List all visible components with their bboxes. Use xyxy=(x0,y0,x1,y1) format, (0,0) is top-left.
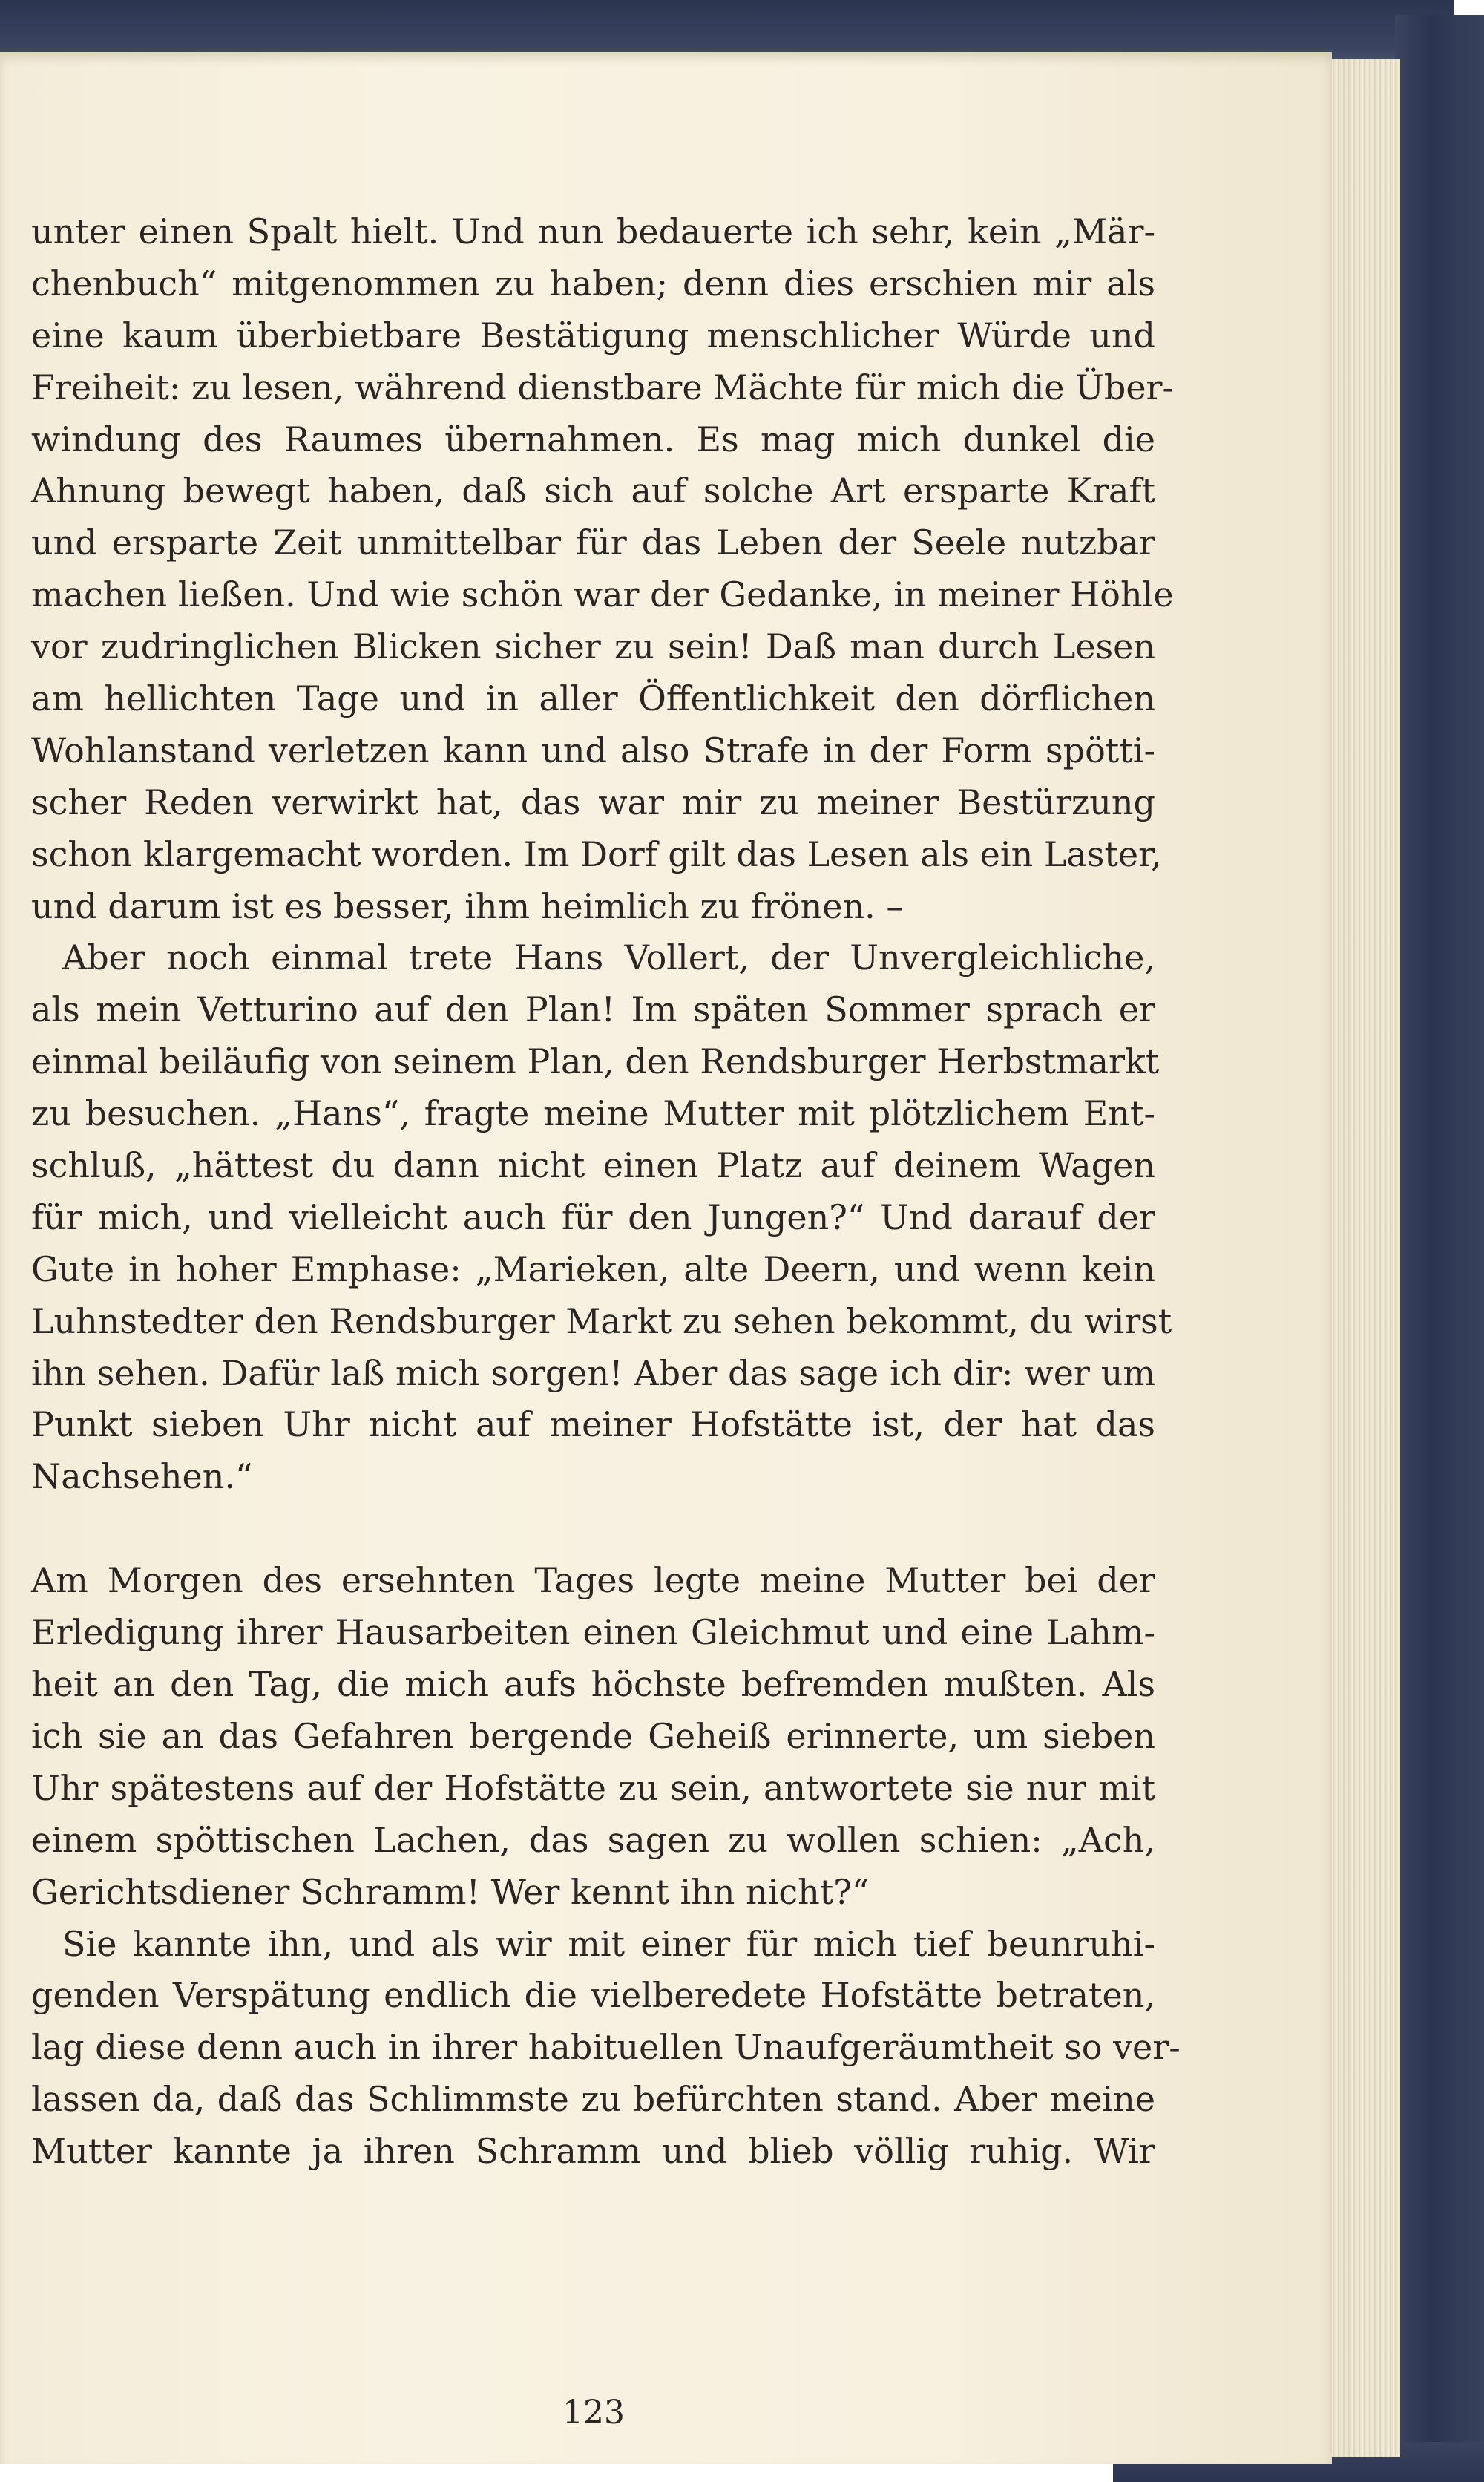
text-line: Gute in hoher Emphase: „Marieken, alte Deern, und wenn kein xyxy=(31,1248,1155,1289)
text-line: Mutter kannte ja ihren Schramm und blieb völlig ruhig. Wir xyxy=(31,2131,1155,2172)
text-line: Gerichtsdiener Schramm! Wer kennt ihn nicht?“ xyxy=(31,1871,870,1912)
page-edges xyxy=(1328,59,1400,2457)
text-line: machen ließen. Und wie schön war der Gedanke, in meiner Höhle xyxy=(31,574,1174,615)
text-line: Sie kannte ihn, und als wir mit einer für mich tief beunruhi- xyxy=(62,1923,1155,1964)
text-line: genden Verspätung endlich die vielberedete Hofstätte betraten, xyxy=(31,1975,1155,2016)
text-line: am hellichten Tage und in aller Öffentlichkeit den dörflichen xyxy=(31,678,1155,719)
text-line: Am Morgen des ersehnten Tages legte meine Mutter bei der xyxy=(31,1560,1155,1601)
text-line: Erledigung ihrer Hausarbeiten einen Gleichmut und eine Lahm- xyxy=(31,1612,1155,1653)
text-line: vor zudringlichen Blicken sicher zu sein! Daß man durch Lesen xyxy=(31,626,1155,667)
text-line: einmal beiläufig von seinem Plan, den Rendsburger Herbstmarkt xyxy=(31,1041,1160,1082)
text-line: chenbuch“ mitgenommen zu haben; denn dies erschien mir als xyxy=(31,263,1155,304)
page-number: 123 xyxy=(562,2394,625,2432)
text-line: und ersparte Zeit unmittelbar für das Leben der Seele nutzbar xyxy=(31,523,1155,563)
text-line: scher Reden verwirkt hat, das war mir zu meiner Bestürzung xyxy=(31,782,1155,822)
text-line: Punkt sieben Uhr nicht auf meiner Hofstätte ist, der hat das xyxy=(31,1404,1155,1445)
text-line: Luhnstedter den Rendsburger Markt zu sehen bekommt, du wirst xyxy=(31,1300,1172,1341)
text-line: schluß, „hättest du dann nicht einen Platz auf deinem Wagen xyxy=(31,1145,1155,1186)
book-page xyxy=(0,52,1332,2464)
text-line: schon klargemacht worden. Im Dorf gilt das Lesen als ein Laster, xyxy=(31,834,1162,874)
text-line: Uhr spätestens auf der Hofstätte zu sein, antwortete sie nur mit xyxy=(31,1767,1155,1808)
text-line: Ahnung bewegt haben, daß sich auf solche Art ersparte Kraft xyxy=(31,471,1155,511)
text-line: lag diese denn auch in ihrer habituellen Unaufgeräumtheit so ver- xyxy=(31,2027,1181,2068)
text-line: als mein Vetturino auf den Plan! Im späten Sommer sprach er xyxy=(31,989,1155,1030)
text-line: Wohlanstand verletzen kann und also Strafe in der Form spötti- xyxy=(31,730,1155,770)
body-text xyxy=(31,206,1181,2178)
text-line: eine kaum überbietbare Bestätigung menschlicher Würde und xyxy=(31,315,1155,356)
text-line: für mich, und vielleicht auch für den Jungen?“ Und darauf der xyxy=(31,1196,1155,1237)
text-line: Nachsehen.“ xyxy=(31,1456,253,1497)
paragraph-gap xyxy=(31,1503,1155,1555)
text-line: ihn sehen. Dafür laß mich sorgen! Aber das sage ich dir: wer um xyxy=(31,1352,1155,1393)
text-line: heit an den Tag, die mich aufs höchste befremden mußten. Als xyxy=(31,1664,1155,1705)
text-line: ich sie an das Gefahren bergende Geheiß erinnerte, um sieben xyxy=(31,1715,1155,1756)
book-cover-right xyxy=(1395,15,1484,2479)
text-line: unter einen Spalt hielt. Und nun bedauerte ich sehr, kein „Mär- xyxy=(31,212,1155,252)
text-line: und darum ist es besser, ihm heimlich zu frönen. – xyxy=(31,885,904,926)
text-line: windung des Raumes übernahmen. Es mag mich dunkel die xyxy=(31,419,1155,459)
text-line: Freiheit: zu lesen, während dienstbare Mächte für mich die Über- xyxy=(31,367,1175,407)
text-line: zu besuchen. „Hans“, fragte meine Mutter mit plötzlichem Ent- xyxy=(31,1093,1155,1134)
text-line: Aber noch einmal trete Hans Vollert, der Unvergleichliche, xyxy=(62,937,1155,978)
text-line: lassen da, daß das Schlimmste zu befürchten stand. Aber meine xyxy=(31,2079,1155,2120)
text-line: einem spöttischen Lachen, das sagen zu wollen schien: „Ach, xyxy=(31,1819,1155,1860)
